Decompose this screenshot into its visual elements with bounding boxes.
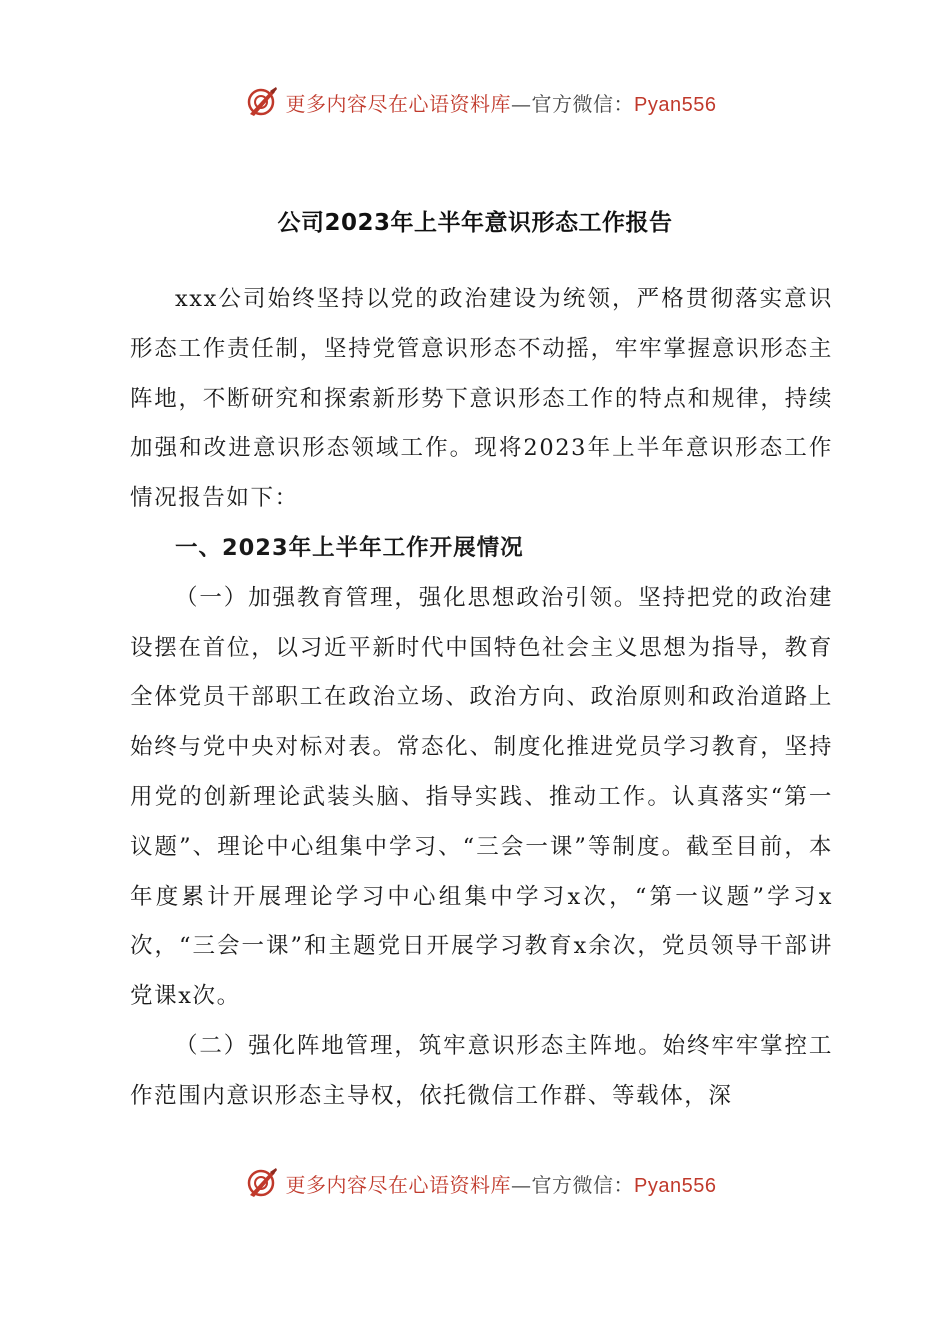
banner-wechat-id: Pyan556 xyxy=(634,1174,717,1197)
document-title: 公司2023年上半年意识形态工作报告 xyxy=(277,210,673,236)
banner-main-text: 更多内容尽在心语资料库 xyxy=(285,91,512,116)
body-paragraph: （二）强化阵地管理，筑牢意识形态主阵地。始终牢牢掌控工作范围内意识形态主导权，依托微信工作群、等载体，深 xyxy=(130,1032,833,1109)
banner-main-text: 更多内容尽在心语资料库 xyxy=(285,1172,512,1197)
banner-wechat-label: 官方微信： xyxy=(531,1172,635,1197)
banner-text xyxy=(286,88,717,117)
banner-content xyxy=(244,84,717,120)
banner-content xyxy=(244,1165,717,1201)
intro-paragraph: xxx公司始终坚持以党的政治建设为统领，严格贯彻落实意识形态工作责任制，坚持党管意识形态不动摇，牢牢掌握意识形态主阵地，不断研究和探索新形势下意识形态工作的特点和规律，持续加强和改进意识形态领域工作。现将2023年上半年意识形态工作情况报告如下： xyxy=(130,286,833,512)
footer-banner xyxy=(0,1163,950,1203)
body-paragraph: （一）加强教育管理，强化思想政治引领。坚持把党的政治建设摆在首位，以习近平新时代中国特色社会主义思想为指导，教育全体党员干部职工在政治立场、政治方向、政治原则和政治道路上始终与党中央对标对表。常态化、制度化推进党员学习教育，坚持用党的创新理论武装头脑、指导实践、推动工作。认真落实“第一议题”、理论中心组集中学习、“三会一课”等制度。截至目前，本年度累计开展理论学习中心组集中学习x次，“第一议题”学习x次，“三会一课”和主题党日开展学习教育x余次，党员领导干部讲党课x次。 xyxy=(130,584,833,1010)
pen-brush-logo-icon xyxy=(244,84,280,120)
banner-wechat-label: 官方微信： xyxy=(531,91,635,116)
banner-text xyxy=(286,1169,717,1198)
pen-brush-logo-icon xyxy=(244,1165,280,1201)
banner-separator: — xyxy=(511,1172,532,1197)
document-body xyxy=(130,275,833,1122)
banner-wechat-id: Pyan556 xyxy=(634,93,717,116)
section-heading: 一、2023年上半年工作开展情况 xyxy=(175,534,524,561)
header-banner xyxy=(0,82,950,122)
banner-separator: — xyxy=(511,91,532,116)
